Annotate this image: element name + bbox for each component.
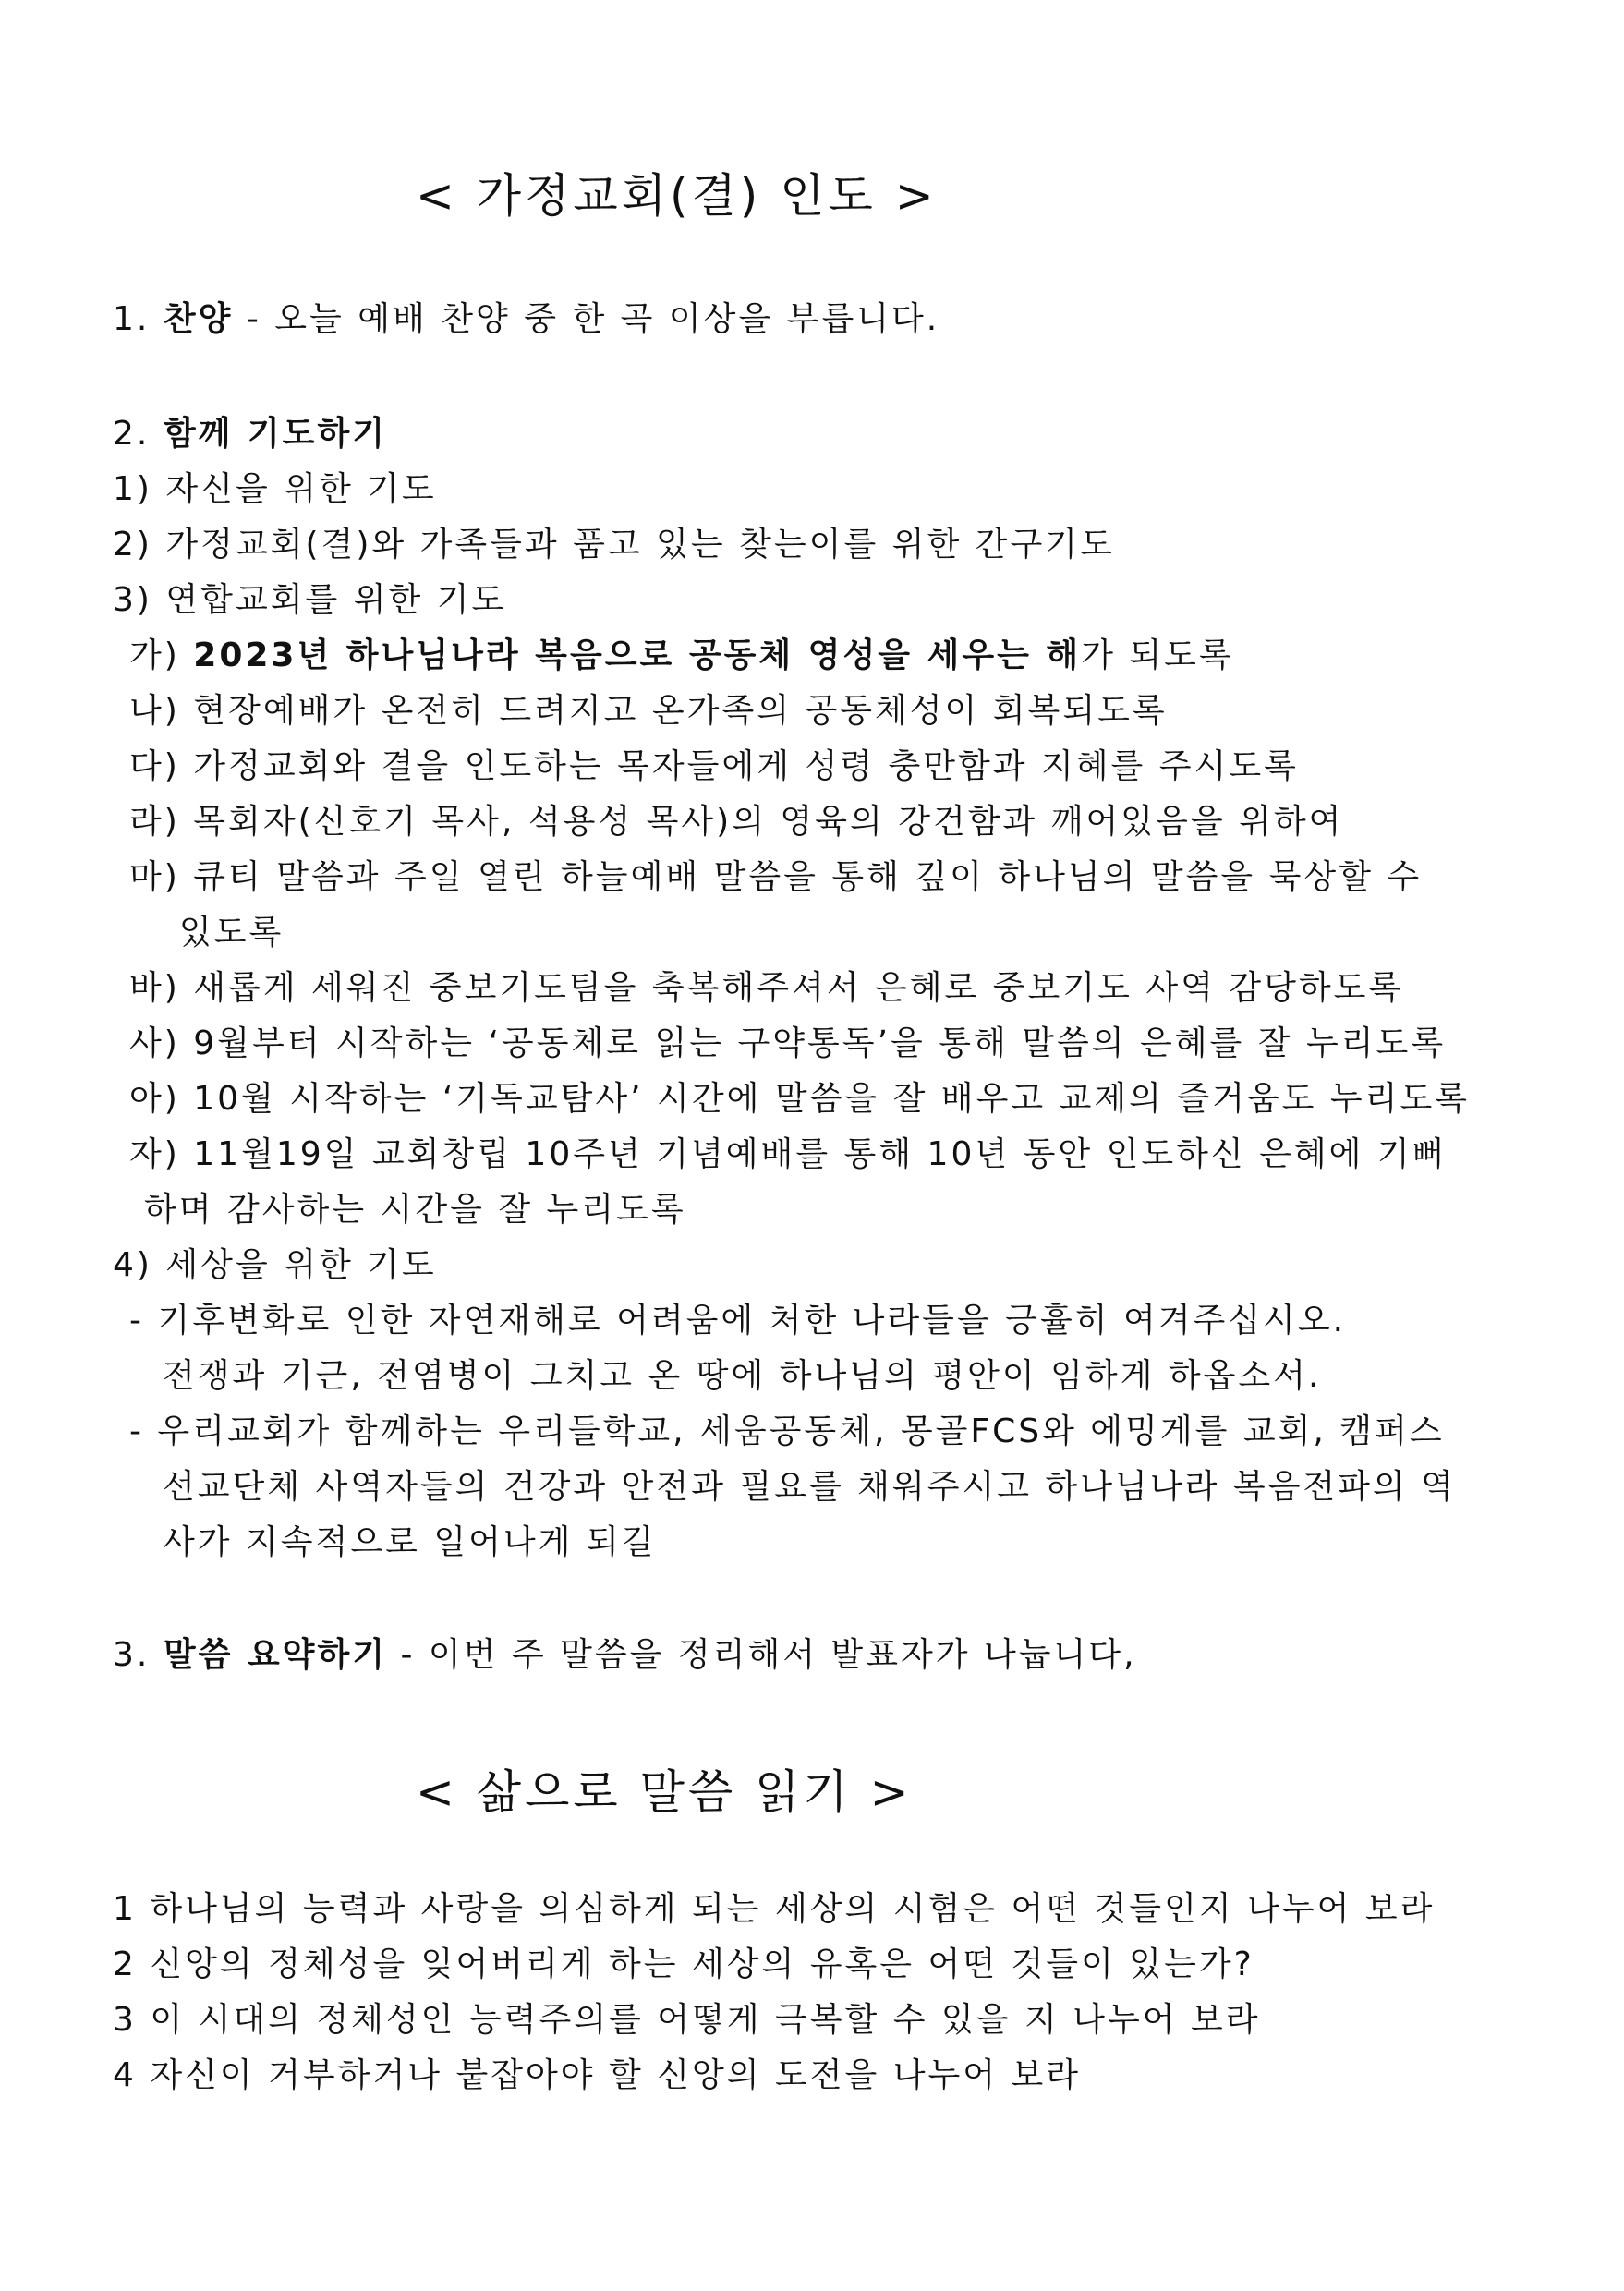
- list-item: 4) 세상을 위한 기도: [113, 1246, 437, 1284]
- list-item: 라) 목회자(신호기 목사, 석용성 목사)의 영육의 강건함과 깨어있음을 위하여: [129, 803, 1344, 841]
- list-item: 1) 자신을 위한 기도: [113, 470, 437, 508]
- section-number: 1.: [113, 300, 151, 338]
- section-number: 3.: [113, 1636, 151, 1674]
- list-item-continuation: 사가 지속적으로 일어나게 되길: [163, 1523, 657, 1561]
- list-item: 나) 현장예배가 온전히 드려지고 온가족의 공동체성이 회복되도록: [129, 692, 1168, 730]
- question-item: 3 이 시대의 정체성인 능력주의를 어떻게 극복할 수 있을 지 나누어 보라: [113, 2001, 1261, 2039]
- year-theme: 2023년 하나님나라 복음으로 공동체 영성을 세우는 해: [193, 636, 1082, 674]
- list-item: [129, 636, 1234, 676]
- question-item: 1 하나님의 능력과 사랑을 의심하게 되는 세상의 시험은 어떤 것들인지 나누어 보라: [113, 1890, 1436, 1928]
- list-item: 다) 가정교회와 결을 인도하는 목자들에게 성령 충만함과 지혜를 주시도록: [129, 747, 1299, 785]
- item-marker: 가): [129, 636, 194, 674]
- list-item-continuation: 선교단체 사역자들의 건강과 안전과 필요를 채워주시고 하나님나라 복음전파의 역: [163, 1468, 1456, 1506]
- question-item: 4 자신이 거부하거나 붙잡아야 할 신앙의 도전을 나누어 보라: [113, 2056, 1082, 2094]
- list-item: - 우리교회가 함께하는 우리들학교, 세움공동체, 몽골FCS와 에밍게를 교회, 캠퍼스: [129, 1412, 1445, 1450]
- section-number: 2.: [113, 415, 151, 453]
- page-title: < 가정교회(결) 인도 >: [416, 169, 938, 223]
- list-item: 2) 가정교회(결)와 가족들과 품고 있는 찾는이를 위한 간구기도: [113, 526, 1115, 564]
- section-heading: 말씀 요약하기: [163, 1636, 388, 1674]
- secondary-title: < 삶으로 말씀 읽기 >: [416, 1765, 913, 1819]
- question-item: 2 신앙의 정체성을 잊어버리게 하는 세상의 유혹은 어떤 것들이 있는가?: [113, 1946, 1254, 1983]
- section-heading: 함께 기도하기: [163, 415, 388, 453]
- section-text: - 이번 주 말씀을 정리해서 발표자가 나눕니다,: [400, 1636, 1137, 1674]
- list-item: - 기후변화로 인한 자연재해로 어려움에 처한 나라들을 긍휼히 여겨주십시오.: [129, 1302, 1347, 1339]
- section-sermon-summary: [113, 1635, 1137, 1676]
- section-text: - 오늘 예배 찬양 중 한 곡 이상을 부릅니다.: [246, 300, 940, 338]
- list-item: 바) 새롭게 세워진 중보기도팀을 축복해주셔서 은혜로 중보기도 사역 감당하도록: [129, 969, 1404, 1007]
- list-item: 마) 큐티 말씀과 주일 열린 하늘예배 말씀을 통해 깊이 하나님의 말씀을 묵상할 수: [129, 858, 1423, 896]
- list-item-continuation: 있도록: [179, 914, 285, 952]
- item-suffix: 가 되도록: [1081, 636, 1234, 674]
- section-heading: 찬양: [163, 300, 234, 338]
- section-praise: [113, 299, 939, 340]
- section-prayer: [113, 414, 387, 455]
- list-item: 아) 10월 시작하는 ‘기독교탐사’ 시간에 말씀을 잘 배우고 교제의 즐거움도 누리도록: [129, 1080, 1471, 1118]
- list-item: 사) 9월부터 시작하는 ‘공동체로 읽는 구약통독’을 통해 말씀의 은혜를 잘 누리도록: [129, 1024, 1447, 1062]
- list-item: 3) 연합교회를 위한 기도: [113, 581, 507, 619]
- list-item-continuation: 하며 감사하는 시간을 잘 누리도록: [144, 1191, 686, 1229]
- list-item-continuation: 전쟁과 기근, 전염병이 그치고 온 땅에 하나님의 평안이 임하게 하옵소서.: [163, 1357, 1322, 1395]
- list-item: 자) 11월19일 교회창립 10주년 기념예배를 통해 10년 동안 인도하신 은혜에 기뻐: [129, 1135, 1448, 1173]
